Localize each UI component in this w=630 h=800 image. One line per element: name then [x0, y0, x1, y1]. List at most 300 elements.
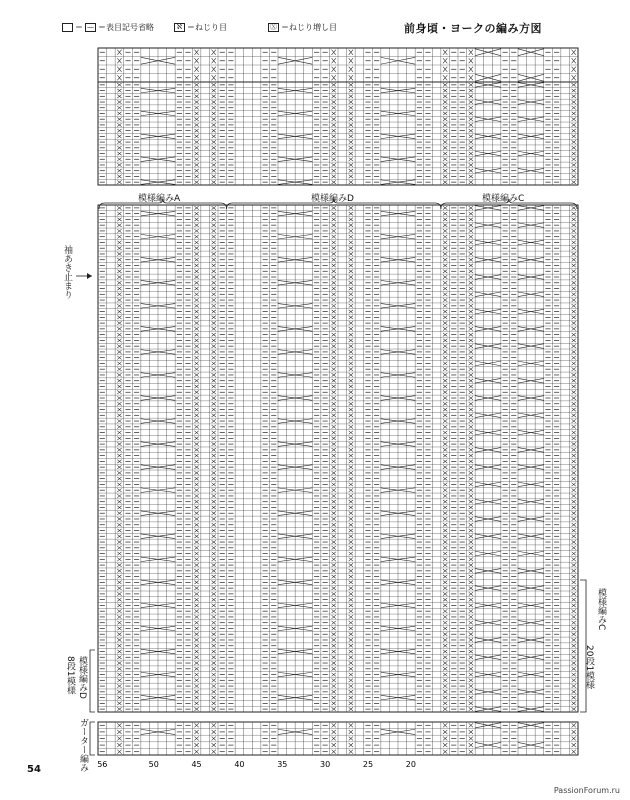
twisted-stitch-mark — [194, 621, 198, 624]
twisted-stitch-mark — [332, 592, 336, 595]
twisted-stitch-mark — [332, 431, 336, 434]
twisted-stitch-mark — [194, 281, 198, 284]
twisted-stitch-mark — [117, 95, 121, 98]
twisted-stitch-mark — [212, 212, 216, 215]
twisted-stitch-mark — [349, 517, 353, 520]
twisted-stitch-mark — [469, 67, 473, 72]
twisted-stitch-mark — [117, 391, 121, 394]
twisted-stitch-mark — [572, 321, 576, 324]
twisted-stitch-mark — [332, 604, 336, 607]
twisted-stitch-mark — [117, 737, 121, 741]
twisted-stitch-mark — [572, 644, 576, 647]
twisted-stitch-mark — [572, 471, 576, 474]
column-number-label: 30 — [320, 760, 331, 769]
twisted-stitch-mark — [332, 425, 336, 428]
twisted-stitch-mark — [443, 535, 447, 538]
twisted-stitch-mark — [332, 632, 336, 635]
twisted-stitch-mark — [443, 414, 447, 417]
twisted-stitch-mark — [212, 180, 216, 183]
twisted-stitch-mark — [332, 158, 336, 161]
twisted-stitch-mark — [194, 598, 198, 601]
twisted-stitch-mark — [443, 212, 447, 215]
twisted-stitch-mark — [469, 396, 473, 399]
twisted-stitch-mark — [212, 304, 216, 307]
twisted-stitch-mark — [194, 609, 198, 612]
twisted-stitch-mark — [212, 471, 216, 474]
twisted-stitch-mark — [194, 702, 198, 705]
pattern-d-repeat-label-2: 8段1模様 — [65, 656, 75, 695]
twisted-stitch-mark — [443, 206, 447, 209]
twisted-stitch-mark — [117, 258, 121, 261]
twisted-stitch-mark — [194, 569, 198, 572]
twisted-stitch-mark — [469, 100, 473, 103]
twisted-stitch-mark — [349, 112, 353, 115]
twisted-stitch-mark — [194, 512, 198, 515]
twisted-stitch-mark — [349, 431, 353, 434]
twisted-stitch-mark — [443, 730, 447, 734]
twisted-stitch-mark — [194, 112, 198, 115]
column-number-label: 45 — [191, 760, 202, 769]
twisted-stitch-mark — [117, 218, 121, 221]
twisted-stitch-mark — [194, 75, 198, 80]
twisted-stitch-mark — [194, 604, 198, 607]
twisted-stitch-mark — [443, 339, 447, 342]
section-label-d: 模様編みD — [311, 194, 354, 204]
twisted-stitch-mark — [212, 293, 216, 296]
twisted-stitch-mark — [443, 529, 447, 532]
twisted-stitch-mark — [572, 627, 576, 630]
twisted-stitch-mark — [443, 223, 447, 226]
twisted-stitch-mark — [469, 95, 473, 98]
twisted-stitch-mark — [469, 673, 473, 676]
twisted-stitch-mark — [572, 656, 576, 659]
twisted-stitch-mark — [117, 581, 121, 584]
twisted-stitch-mark — [572, 344, 576, 347]
twisted-stitch-mark — [117, 362, 121, 365]
twisted-stitch-mark — [212, 58, 216, 63]
twisted-stitch-mark — [212, 333, 216, 336]
twisted-stitch-mark — [572, 339, 576, 342]
twisted-stitch-mark — [212, 252, 216, 255]
twisted-stitch-mark — [117, 471, 121, 474]
twisted-stitch-mark — [349, 180, 353, 183]
twisted-stitch-mark — [572, 246, 576, 249]
twisted-stitch-mark — [212, 281, 216, 284]
twisted-stitch-mark — [469, 437, 473, 440]
twisted-stitch-mark — [469, 135, 473, 138]
twisted-stitch-mark — [443, 540, 447, 543]
twisted-stitch-mark — [469, 129, 473, 132]
twisted-stitch-mark — [572, 477, 576, 480]
twisted-stitch-mark — [212, 627, 216, 630]
twisted-stitch-mark — [572, 540, 576, 543]
twisted-stitch-mark — [349, 448, 353, 451]
twisted-stitch-mark — [212, 546, 216, 549]
twisted-stitch-mark — [212, 535, 216, 538]
twisted-stitch-mark — [212, 638, 216, 641]
twisted-stitch-mark — [349, 235, 353, 238]
twisted-stitch-mark — [349, 471, 353, 474]
twisted-stitch-mark — [212, 95, 216, 98]
twisted-stitch-mark — [332, 367, 336, 370]
twisted-stitch-mark — [349, 89, 353, 92]
twisted-stitch-mark — [349, 275, 353, 278]
twisted-stitch-mark — [349, 310, 353, 313]
twisted-stitch-mark — [443, 743, 447, 747]
twisted-stitch-mark — [469, 448, 473, 451]
twisted-stitch-mark — [469, 223, 473, 226]
twisted-stitch-mark — [117, 494, 121, 497]
twisted-stitch-mark — [349, 391, 353, 394]
twisted-stitch-mark — [349, 67, 353, 72]
twisted-stitch-mark — [349, 281, 353, 284]
twisted-stitch-mark — [212, 454, 216, 457]
legend-twisted-increase: Ⓧ ＝ねじり増し目 — [270, 23, 337, 32]
twisted-stitch-mark — [117, 316, 121, 319]
twisted-stitch-mark — [572, 112, 576, 115]
twisted-stitch-mark — [212, 494, 216, 497]
twisted-stitch-mark — [212, 581, 216, 584]
twisted-stitch-mark — [349, 609, 353, 612]
twisted-stitch-mark — [212, 379, 216, 382]
twisted-stitch-mark — [443, 293, 447, 296]
twisted-stitch-mark — [212, 465, 216, 468]
twisted-stitch-mark — [572, 460, 576, 463]
twisted-stitch-mark — [194, 252, 198, 255]
twisted-stitch-mark — [194, 650, 198, 653]
twisted-stitch-mark — [332, 477, 336, 480]
twisted-stitch-mark — [332, 89, 336, 92]
twisted-stitch-mark — [572, 223, 576, 226]
twisted-stitch-mark — [469, 106, 473, 109]
twisted-stitch-mark — [572, 362, 576, 365]
twisted-stitch-mark — [332, 67, 336, 72]
twisted-stitch-mark — [469, 460, 473, 463]
twisted-stitch-mark — [332, 644, 336, 647]
twisted-stitch-mark — [572, 298, 576, 301]
twisted-stitch-mark — [349, 465, 353, 468]
twisted-stitch-mark — [212, 396, 216, 399]
twisted-stitch-mark — [212, 750, 216, 754]
twisted-stitch-mark — [194, 638, 198, 641]
twisted-stitch-mark — [212, 684, 216, 687]
twisted-stitch-mark — [572, 546, 576, 549]
twisted-stitch-mark — [443, 500, 447, 503]
twisted-stitch-mark — [117, 112, 121, 115]
twisted-stitch-mark — [212, 402, 216, 405]
twisted-stitch-mark — [212, 621, 216, 624]
twisted-stitch-mark — [117, 586, 121, 589]
twisted-stitch-mark — [572, 89, 576, 92]
twisted-stitch-mark — [443, 512, 447, 515]
twisted-stitch-mark — [332, 488, 336, 491]
twisted-stitch-mark — [212, 83, 216, 86]
twisted-stitch-mark — [194, 344, 198, 347]
twisted-stitch-mark — [117, 431, 121, 434]
twisted-stitch-mark — [332, 58, 336, 63]
twisted-stitch-mark — [572, 661, 576, 664]
twisted-stitch-mark — [572, 367, 576, 370]
twisted-stitch-mark — [349, 344, 353, 347]
twisted-stitch-mark — [117, 632, 121, 635]
twisted-stitch-mark — [572, 135, 576, 138]
twisted-stitch-mark — [194, 592, 198, 595]
twisted-stitch-mark — [443, 523, 447, 526]
twisted-stitch-mark — [443, 494, 447, 497]
twisted-stitch-mark — [212, 158, 216, 161]
twisted-stitch-mark — [443, 106, 447, 109]
twisted-stitch-mark — [443, 252, 447, 255]
twisted-stitch-mark — [194, 304, 198, 307]
twisted-stitch-mark — [469, 465, 473, 468]
twisted-stitch-mark — [212, 117, 216, 120]
twisted-stitch-mark — [212, 175, 216, 178]
twisted-stitch-mark — [349, 702, 353, 705]
twisted-stitch-mark — [194, 563, 198, 566]
twisted-stitch-mark — [117, 75, 121, 80]
twisted-stitch-mark — [572, 604, 576, 607]
twisted-stitch-mark — [117, 627, 121, 630]
twisted-stitch-mark — [572, 180, 576, 183]
twisted-stitch-mark — [332, 75, 336, 80]
twisted-stitch-mark — [332, 673, 336, 676]
twisted-stitch-mark — [469, 152, 473, 155]
twisted-stitch-mark — [117, 730, 121, 734]
twisted-stitch-mark — [212, 540, 216, 543]
twisted-stitch-mark — [469, 419, 473, 422]
twisted-stitch-mark — [469, 477, 473, 480]
twisted-stitch-mark — [443, 483, 447, 486]
twisted-stitch-mark — [443, 737, 447, 741]
twisted-stitch-mark — [117, 540, 121, 543]
twisted-stitch-mark — [194, 517, 198, 520]
twisted-stitch-mark — [349, 100, 353, 103]
twisted-stitch-mark — [572, 437, 576, 440]
twisted-stitch-mark — [194, 723, 198, 727]
twisted-stitch-mark — [443, 169, 447, 172]
twisted-stitch-mark — [212, 477, 216, 480]
twisted-stitch-mark — [194, 373, 198, 376]
twisted-stitch-mark — [349, 385, 353, 388]
twisted-stitch-mark — [332, 661, 336, 664]
twisted-stitch-mark — [194, 218, 198, 221]
twisted-stitch-mark — [469, 402, 473, 405]
twisted-stitch-mark — [443, 246, 447, 249]
twisted-stitch-mark — [332, 310, 336, 313]
twisted-stitch-mark — [443, 673, 447, 676]
twisted-stitch-mark — [349, 246, 353, 249]
twisted-stitch-mark — [349, 206, 353, 209]
twisted-stitch-mark — [443, 632, 447, 635]
twisted-stitch-mark — [469, 158, 473, 161]
twisted-stitch-mark — [469, 339, 473, 342]
twisted-stitch-mark — [349, 356, 353, 359]
twisted-stitch-mark — [469, 621, 473, 624]
twisted-stitch-mark — [443, 460, 447, 463]
twisted-stitch-mark — [117, 293, 121, 296]
twisted-stitch-mark — [117, 67, 121, 72]
twisted-stitch-mark — [469, 500, 473, 503]
twisted-stitch-mark — [117, 517, 121, 520]
twisted-stitch-mark — [117, 180, 121, 183]
twisted-stitch-mark — [469, 140, 473, 143]
twisted-stitch-mark — [572, 123, 576, 126]
twisted-stitch-mark — [349, 83, 353, 86]
twisted-stitch-mark — [443, 615, 447, 618]
twisted-stitch-mark — [349, 569, 353, 572]
twisted-stitch-mark — [332, 212, 336, 215]
twisted-stitch-mark — [212, 350, 216, 353]
twisted-stitch-mark — [349, 598, 353, 601]
twisted-stitch-mark — [194, 408, 198, 411]
twisted-stitch-mark — [194, 684, 198, 687]
twisted-stitch-mark — [194, 140, 198, 143]
twisted-stitch-mark — [469, 581, 473, 584]
twisted-stitch-mark — [332, 50, 336, 55]
twisted-stitch-mark — [194, 644, 198, 647]
twisted-stitch-mark — [349, 135, 353, 138]
twisted-stitch-mark — [194, 316, 198, 319]
twisted-stitch-mark — [349, 229, 353, 232]
twisted-stitch-mark — [212, 270, 216, 273]
twisted-stitch-mark — [332, 667, 336, 670]
purl-symbol-icon: — — [87, 23, 94, 31]
twisted-stitch-mark — [469, 362, 473, 365]
twisted-stitch-mark — [332, 235, 336, 238]
twisted-stitch-mark — [212, 50, 216, 55]
twisted-stitch-mark — [117, 442, 121, 445]
twisted-stitch-mark — [212, 321, 216, 324]
twisted-stitch-mark — [332, 112, 336, 115]
twisted-stitch-mark — [349, 362, 353, 365]
twisted-stitch-mark — [117, 598, 121, 601]
twisted-stitch-mark — [349, 661, 353, 664]
twisted-stitch-mark — [349, 621, 353, 624]
twisted-stitch-mark — [572, 287, 576, 290]
twisted-stitch-mark — [194, 275, 198, 278]
twisted-stitch-mark — [117, 281, 121, 284]
twisted-stitch-mark — [212, 609, 216, 612]
twisted-stitch-mark — [469, 246, 473, 249]
twisted-stitch-mark — [332, 391, 336, 394]
twisted-stitch-mark — [212, 442, 216, 445]
twisted-stitch-mark — [572, 396, 576, 399]
twisted-stitch-mark — [572, 569, 576, 572]
twisted-stitch-mark — [212, 702, 216, 705]
twisted-stitch-mark — [212, 552, 216, 555]
twisted-stitch-mark — [117, 275, 121, 278]
twisted-stitch-mark — [443, 129, 447, 132]
twisted-stitch-mark — [349, 140, 353, 143]
twisted-stitch-mark — [572, 379, 576, 382]
twisted-stitch-mark — [572, 517, 576, 520]
twisted-stitch-mark — [332, 750, 336, 754]
column-number-label: 35 — [277, 760, 288, 769]
twisted-stitch-mark — [349, 627, 353, 630]
twisted-stitch-mark — [443, 350, 447, 353]
twisted-stitch-mark — [349, 146, 353, 149]
twisted-stitch-mark — [572, 275, 576, 278]
twisted-stitch-mark — [332, 696, 336, 699]
twisted-stitch-mark — [469, 750, 473, 754]
twisted-stitch-mark — [212, 367, 216, 370]
twisted-stitch-mark — [332, 581, 336, 584]
twisted-stitch-mark — [469, 586, 473, 589]
twisted-stitch-mark — [443, 241, 447, 244]
twisted-stitch-mark — [212, 385, 216, 388]
twisted-stitch-mark — [332, 483, 336, 486]
twisted-stitch-mark — [194, 431, 198, 434]
twisted-stitch-mark — [332, 218, 336, 221]
twisted-stitch-mark — [332, 344, 336, 347]
twisted-stitch-mark — [117, 506, 121, 509]
twisted-stitch-mark — [469, 333, 473, 336]
twisted-stitch-mark — [443, 396, 447, 399]
twisted-stitch-mark — [349, 327, 353, 330]
twisted-stitch-mark — [212, 223, 216, 226]
twisted-stitch-mark — [117, 298, 121, 301]
twisted-stitch-mark — [469, 690, 473, 693]
twisted-stitch-mark — [469, 327, 473, 330]
twisted-stitch-mark — [117, 140, 121, 143]
twisted-stitch-mark — [572, 408, 576, 411]
twisted-stitch-mark — [117, 83, 121, 86]
twisted-stitch-mark — [349, 163, 353, 166]
twisted-stitch-mark — [443, 638, 447, 641]
twisted-stitch-mark — [332, 454, 336, 457]
twisted-stitch-mark — [469, 661, 473, 664]
twisted-stitch-mark — [572, 100, 576, 103]
twisted-stitch-mark — [572, 414, 576, 417]
twisted-stitch-mark — [349, 58, 353, 63]
twisted-stitch-mark — [117, 615, 121, 618]
twisted-stitch-mark — [117, 592, 121, 595]
twisted-stitch-mark — [443, 517, 447, 520]
twisted-stitch-mark — [349, 563, 353, 566]
twisted-stitch-mark — [117, 569, 121, 572]
twisted-stitch-mark — [572, 483, 576, 486]
twisted-stitch-mark — [194, 89, 198, 92]
twisted-stitch-mark — [469, 206, 473, 209]
twisted-stitch-mark — [117, 310, 121, 313]
twisted-stitch-mark — [572, 264, 576, 267]
twisted-stitch-mark — [443, 679, 447, 682]
twisted-stitch-mark — [469, 517, 473, 520]
twisted-stitch-mark — [117, 707, 121, 710]
twisted-stitch-mark — [349, 650, 353, 653]
twisted-stitch-mark — [349, 529, 353, 532]
twisted-stitch-mark — [469, 175, 473, 178]
twisted-stitch-mark — [349, 425, 353, 428]
twisted-stitch-mark — [212, 356, 216, 359]
twisted-stitch-mark — [212, 408, 216, 411]
twisted-stitch-mark — [469, 391, 473, 394]
twisted-stitch-mark — [194, 679, 198, 682]
twisted-stitch-mark — [194, 362, 198, 365]
twisted-stitch-mark — [572, 218, 576, 221]
twisted-stitch-mark — [349, 690, 353, 693]
twisted-stitch-mark — [212, 737, 216, 741]
twisted-stitch-mark — [443, 448, 447, 451]
twisted-stitch-mark — [572, 615, 576, 618]
twisted-stitch-mark — [117, 135, 121, 138]
twisted-stitch-mark — [443, 58, 447, 63]
twisted-stitch-mark — [349, 258, 353, 261]
twisted-stitch-mark — [349, 477, 353, 480]
twisted-stitch-mark — [332, 140, 336, 143]
twisted-stitch-mark — [117, 146, 121, 149]
twisted-stitch-mark — [443, 546, 447, 549]
